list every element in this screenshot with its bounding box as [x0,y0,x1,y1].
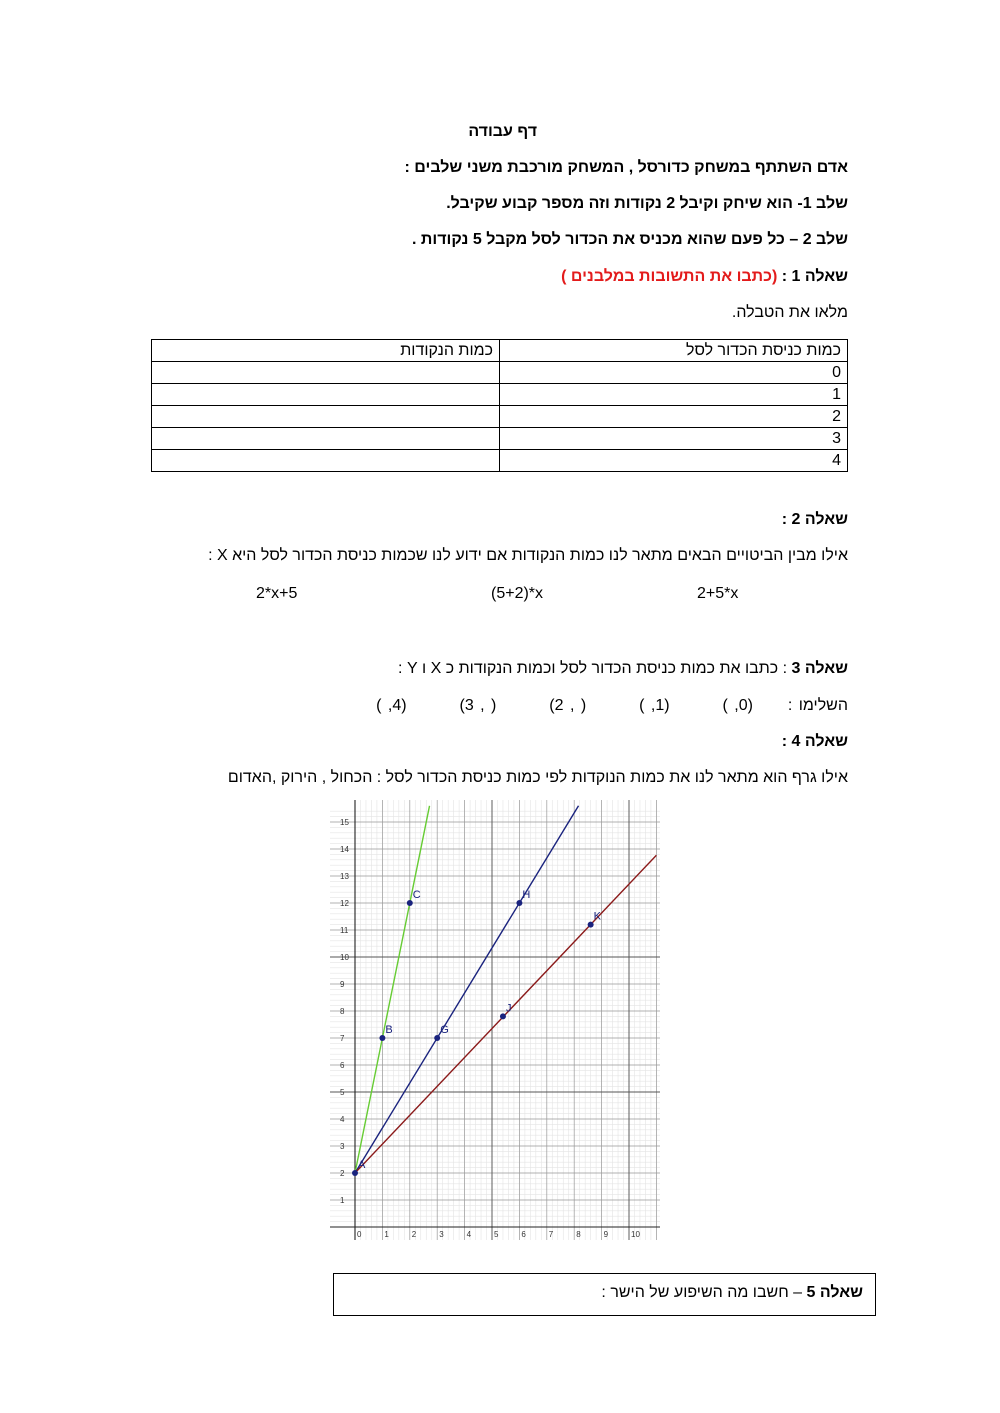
x-tick-label: 6 [521,1230,526,1239]
points-answer-cell[interactable] [152,362,500,384]
q3-pair[interactable]: (1, ) [639,697,670,714]
y-tick-label: 3 [340,1142,345,1151]
q3-pair[interactable]: (0, ) [722,697,753,714]
q3-pair[interactable]: ( , 2) [549,697,587,714]
y-tick-label: 12 [340,899,349,908]
stage2-text: שלב 2 – כל פעם שהוא מכניס את הכדור לסל מקבל 5 נקודות . [412,231,848,248]
q5-label: שאלה 5 [806,1284,863,1301]
grid [330,800,660,1240]
y-tick-label: 4 [340,1115,345,1124]
y-tick-label: 13 [340,872,349,881]
point-label: H [522,889,531,901]
x-tick-label: 9 [603,1230,609,1239]
x-tick-label: 1 [384,1230,389,1239]
point-label: G [440,1024,449,1036]
q1-label: שאלה 1 : [781,268,848,285]
point-label: B [385,1024,393,1036]
q2-option[interactable]: (5+2)*x [491,585,544,602]
y-tick-label: 2 [340,1169,345,1178]
y-tick-label: 10 [340,953,349,962]
table-header-row [152,340,848,362]
x-tick-label: 10 [631,1230,640,1239]
point-label: A [358,1159,366,1171]
q1-note: (כתבו את התשובות במלבנים ) [561,268,778,285]
points-table [151,339,848,472]
page-title: דף עבודה [468,123,537,140]
x-tick-label: 5 [494,1230,499,1239]
points-answer-cell[interactable] [152,428,500,450]
q4-text: אילו גרף הוא מתאר לנו את כמות הנוקדות לפי כמות כניסת הכדור לסל : הכחול , הירוק ,האדום [227,769,848,786]
x-tick-label: 7 [548,1230,554,1239]
point-label: C [412,889,421,901]
q4-label: שאלה 4 : [781,733,848,750]
table-row [152,362,848,384]
table-row [152,428,848,450]
q1-instruction: מלאו את הטבלה. [731,304,848,321]
x-tick-label: 8 [576,1230,581,1239]
q1-heading [561,268,848,286]
table-row [152,406,848,428]
point-label: K [593,910,601,923]
baskets-cell: 3 [500,428,848,450]
y-tick-label: 14 [340,845,349,854]
col-points-header: כמות הנקודות [152,340,500,362]
intro-text: אדם השתתף במשחק כדורסל , המשחק מורכבת משני שלבים : [404,159,848,176]
stage1-text: שלב 1- הוא שיחק וקיבל 2 נקודות וזה מספר קבוע שקיבל. [446,195,848,212]
q3-heading [398,660,848,678]
q5-answer-box[interactable] [333,1273,876,1316]
q3-complete-label: השלימו : [787,697,848,714]
y-tick-label: 8 [340,1007,345,1016]
q3-text: : כתבו את כמות כניסת הכדור לסל וכמות הנקודות כ X ו Y : [398,660,788,677]
x-tick-label: 3 [439,1230,444,1239]
table-row [152,384,848,406]
y-tick-label: 6 [340,1061,345,1070]
points-answer-cell[interactable] [152,450,500,472]
table-row [152,450,848,472]
col-baskets-header: כמות כניסת הכדור לסל [500,340,848,362]
q2-option[interactable]: 2+5*x [697,585,739,602]
y-tick-label: 11 [340,926,349,935]
y-tick-label: 1 [340,1196,345,1205]
x-tick-label: 2 [411,1230,417,1239]
q5-heading [601,1284,863,1302]
baskets-cell: 2 [500,406,848,428]
q3-complete-row [376,697,848,715]
point-label: J [505,1002,512,1015]
y-tick-label: 5 [340,1088,345,1097]
baskets-cell: 4 [500,450,848,472]
q3-pair[interactable]: (4, ) [376,697,407,714]
q2-label: שאלה 2 : [781,511,848,528]
baskets-cell: 1 [500,384,848,406]
y-tick-label: 7 [340,1034,345,1043]
y-tick-label: 9 [340,980,345,989]
q2-option[interactable]: 2*x+5 [256,585,298,602]
points-answer-cell[interactable] [152,406,500,428]
baskets-cell: 0 [500,362,848,384]
q5-text: – חשבו מה השיפוע של הישר : [601,1284,803,1301]
points-answer-cell[interactable] [152,384,500,406]
q3-pair[interactable]: ( , 3) [459,697,497,714]
x-tick-label: 4 [466,1230,472,1239]
y-tick-label: 15 [340,818,349,827]
line-graph [330,800,660,1240]
q3-label: שאלה 3 [791,660,848,677]
q2-text: אילו מבין הביטויים הבאים מתאר לנו כמות הנקודות אם ידוע לנו שכמות כניסת הכדור לסל היא X : [208,547,848,564]
x-tick-label: 0 [357,1230,362,1239]
